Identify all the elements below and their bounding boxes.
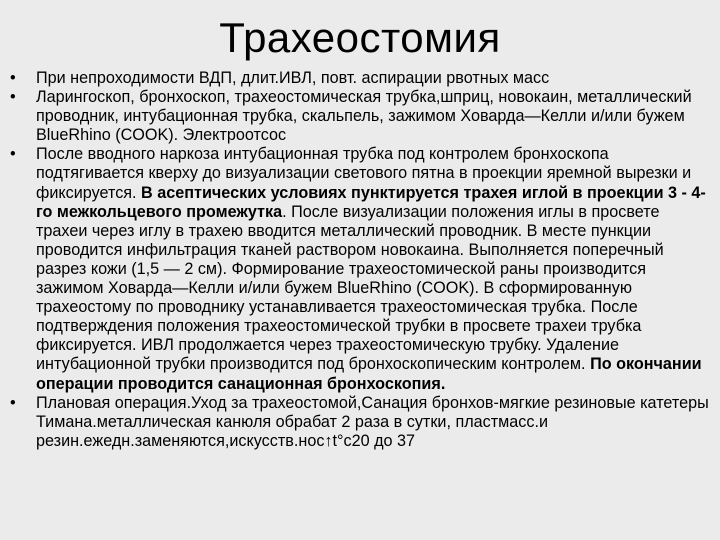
slide-title: Трахеостомия xyxy=(219,14,501,61)
bullet-marker: • xyxy=(10,393,16,412)
bullet-text: Плановая операция.Уход за трахеостомой,Санация бронхов-мягкие резиновые катетеры Тимана.металлическая канюля обрабат 2 раза в сутки, пластмасс.и резин.ежедн.заменяются,искусств.нос↑t°c20 до 37 xyxy=(36,393,709,450)
bullet-item xyxy=(10,145,715,393)
bullet-marker: • xyxy=(10,69,16,87)
bullet-text-segment: После вводного наркоза интубационная трубка под контролем бронхоскопа подтягивается кверху до визуализации светового пятна в проекции яремной вырезки и фиксируется. xyxy=(36,145,692,202)
bullet-text: При непроходимости ВДП, длит.ИВЛ, повт. аспирации рвотных масс xyxy=(36,69,550,87)
bullet-list xyxy=(10,69,715,451)
bullet-text xyxy=(36,145,706,392)
bullet-item xyxy=(10,88,715,145)
bullet-text-bold: По окончании операции проводится санационная бронхоскопия. xyxy=(36,355,702,393)
bullet-item xyxy=(10,394,715,451)
bullet-marker: • xyxy=(10,145,16,164)
bullet-text: Ларингоскоп, бронхоскоп, трахеостомическая трубка,шприц, новокаин, металлический проводник, интубационная трубка, скальпель, зажимом Ховарда—Келли и/или бужем BlueRhino (COOK). Электроотсос xyxy=(36,88,692,145)
bullet-text-bold: В асептических условиях пунктируется трахея иглой в проекции 3 - 4-го межкольцевого промежутка xyxy=(36,183,706,221)
bullet-text-segment: . После визуализации положения иглы в просвете трахеи через иглу в трахею вводится металлический проводник. В месте пункции проводится инфильтрация тканей раствором новокаина. Выполняется поперечный разрез кожи (1,5 — 2 см). Формирование трахеостомической раны производится зажимом Ховарда—Келли и/или бужем BlueRhino (COOK). В сформированную трахеостому по проводнику устанавливается трахеостомическая трубка. После подтверждения положения трахеостомической трубки в просвете трахеи трубка фиксируется. ИВЛ продолжается через трахеостомическую трубку. Удаление интубационной трубки производится под бронхоскопическим контролем. xyxy=(36,202,664,374)
bullet-marker: • xyxy=(10,88,16,107)
bullet-item xyxy=(10,69,715,88)
